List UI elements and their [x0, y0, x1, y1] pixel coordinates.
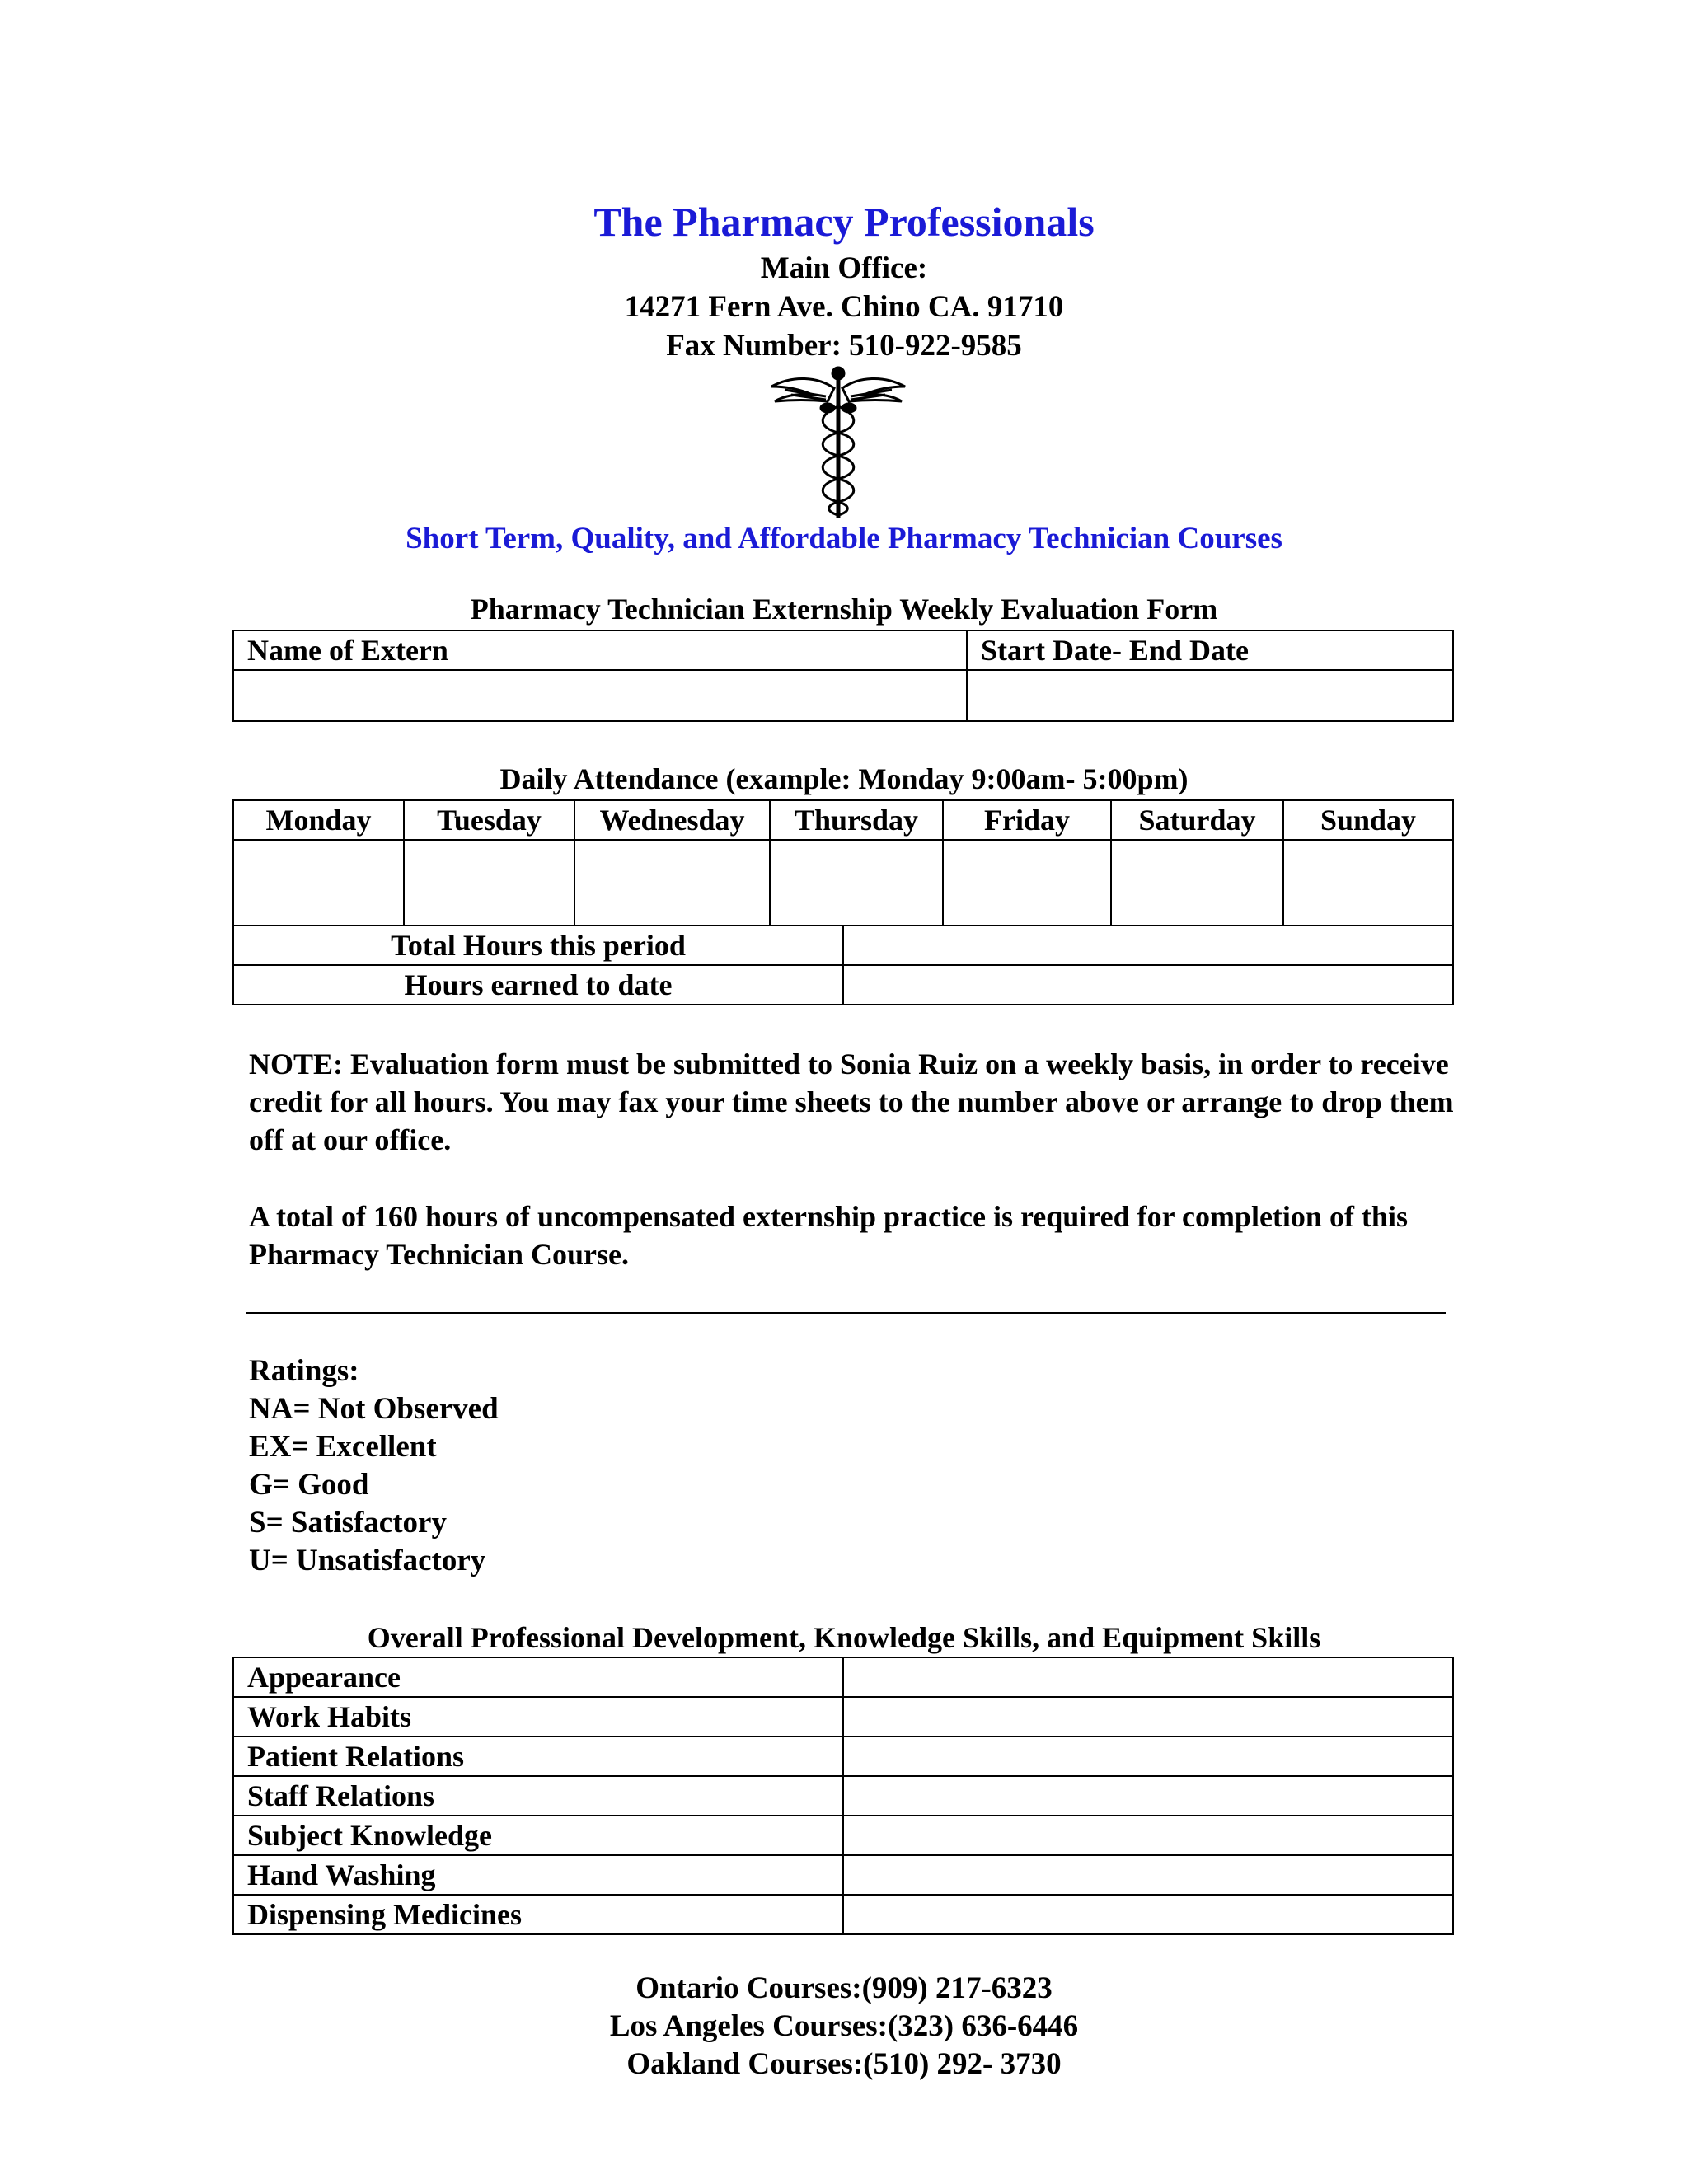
footer-los-angeles: Los Angeles Courses:(323) 636-6446 — [609, 2009, 1079, 2043]
day-header-monday: Monday — [233, 800, 404, 840]
extern-table — [232, 630, 1454, 722]
footer-contacts — [0, 1970, 1688, 2083]
office-label: Main Office: — [760, 251, 928, 285]
day-header-friday: Friday — [943, 800, 1111, 840]
skill-appearance: Appearance — [233, 1657, 843, 1697]
name-of-extern-field[interactable] — [233, 670, 967, 721]
caduceus-icon — [768, 365, 908, 522]
skill-staff-relations-rating-field[interactable] — [843, 1776, 1453, 1816]
friday-hours-field[interactable] — [943, 840, 1111, 926]
skills-table — [232, 1657, 1454, 1935]
skill-subject-knowledge-rating-field[interactable] — [843, 1816, 1453, 1855]
hours-totals-table — [232, 925, 1454, 1005]
skill-hand-washing: Hand Washing — [233, 1855, 843, 1895]
skill-subject-knowledge: Subject Knowledge — [233, 1816, 843, 1855]
wednesday-hours-field[interactable] — [574, 840, 770, 926]
skill-appearance-rating-field[interactable] — [843, 1657, 1453, 1697]
attendance-table — [232, 799, 1454, 926]
footer-oakland: Oakland Courses:(510) 292- 3730 — [626, 2047, 1062, 2081]
rating-g: G= Good — [249, 1468, 369, 1502]
start-end-date-field[interactable] — [967, 670, 1453, 721]
fax-number: Fax Number: 510-922-9585 — [666, 329, 1022, 363]
org-title: The Pharmacy Professionals — [593, 199, 1095, 245]
tuesday-hours-field[interactable] — [404, 840, 574, 926]
total-hours-field[interactable] — [843, 926, 1453, 965]
rating-ex: EX= Excellent — [249, 1430, 437, 1464]
day-header-saturday: Saturday — [1111, 800, 1283, 840]
skill-work-habits: Work Habits — [233, 1697, 843, 1736]
total-hours-label: Total Hours this period — [233, 926, 843, 965]
hours-requirement: A total of 160 hours of uncompensated externship practice is required for completion of this Pharmacy Technician Course. — [249, 1200, 1408, 1271]
rating-u: U= Unsatisfactory — [249, 1544, 486, 1577]
hours-to-date-field[interactable] — [843, 965, 1453, 1005]
day-header-wednesday: Wednesday — [574, 800, 770, 840]
rating-s: S= Satisfactory — [249, 1506, 447, 1540]
saturday-hours-field[interactable] — [1111, 840, 1283, 926]
ratings-legend — [249, 1352, 499, 1580]
divider-line — [246, 1312, 1446, 1314]
skill-hand-washing-rating-field[interactable] — [843, 1855, 1453, 1895]
monday-hours-field[interactable] — [233, 840, 404, 926]
tagline: Short Term, Quality, and Affordable Pharmacy Technician Courses — [406, 522, 1282, 555]
attendance-title: Daily Attendance (example: Monday 9:00am- 5:00pm) — [499, 762, 1189, 795]
ratings-title: Ratings: — [249, 1354, 359, 1388]
skill-patient-relations: Patient Relations — [233, 1736, 843, 1776]
skill-patient-relations-rating-field[interactable] — [843, 1736, 1453, 1776]
submission-note: NOTE: Evaluation form must be submitted to Sonia Ruiz on a weekly basis, in order to receive credit for all hours. You may fax your time sheets to the number above or arrange to drop them off at our office. — [249, 1047, 1454, 1156]
skills-title: Overall Professional Development, Knowledge Skills, and Equipment Skills — [367, 1621, 1321, 1654]
skill-dispensing-medicines-rating-field[interactable] — [843, 1895, 1453, 1934]
rating-na: NA= Not Observed — [249, 1392, 499, 1426]
start-end-date-label: Start Date- End Date — [967, 630, 1453, 670]
day-header-thursday: Thursday — [770, 800, 943, 840]
office-address: 14271 Fern Ave. Chino CA. 91710 — [624, 290, 1064, 324]
skill-work-habits-rating-field[interactable] — [843, 1697, 1453, 1736]
thursday-hours-field[interactable] — [770, 840, 943, 926]
hours-to-date-label: Hours earned to date — [233, 965, 843, 1005]
footer-ontario: Ontario Courses:(909) 217-6323 — [635, 1971, 1053, 2005]
skill-dispensing-medicines: Dispensing Medicines — [233, 1895, 843, 1934]
day-header-sunday: Sunday — [1283, 800, 1453, 840]
skill-staff-relations: Staff Relations — [233, 1776, 843, 1816]
name-of-extern-label: Name of Extern — [233, 630, 967, 670]
form-title: Pharmacy Technician Externship Weekly Evaluation Form — [470, 593, 1218, 626]
sunday-hours-field[interactable] — [1283, 840, 1453, 926]
day-header-tuesday: Tuesday — [404, 800, 574, 840]
